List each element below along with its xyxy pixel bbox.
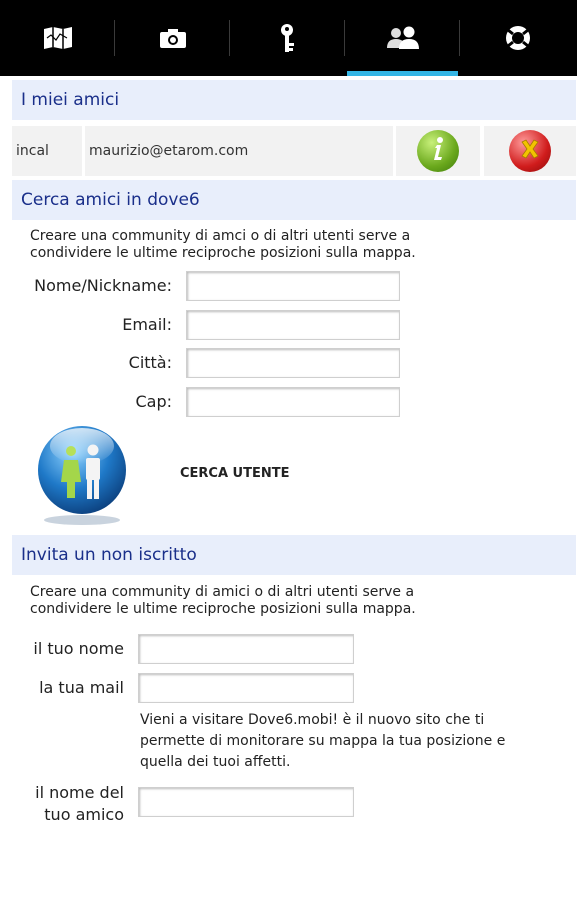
friend-email: maurizio@etarom.com: [85, 126, 393, 176]
your-mail-field[interactable]: [138, 673, 354, 703]
friends-section-header: [12, 80, 576, 120]
nickname-field[interactable]: [186, 271, 400, 301]
info-icon: [429, 136, 447, 166]
invite-description-line-2: condividere le ultime reciproche posizioni sulla mappa.: [30, 601, 416, 617]
friend-name-field[interactable]: [138, 787, 354, 817]
friend-info-button[interactable]: [417, 130, 459, 172]
search-description-line-2: condividere le ultime reciproche posizioni sulla mappa.: [30, 245, 416, 261]
your-name-field[interactable]: [138, 634, 354, 664]
nickname-label: Nome/Nickname:: [34, 276, 172, 295]
search-section-title: Cerca amici in dove6: [21, 190, 200, 210]
your-name-label: il tuo nome: [33, 639, 124, 658]
map-icon: [43, 26, 73, 50]
tab-camera[interactable]: [115, 0, 230, 76]
search-section-header: [12, 180, 576, 220]
friend-name-label-line-1: il nome del: [35, 783, 124, 802]
your-mail-label: la tua mail: [39, 678, 124, 697]
city-label: Città:: [128, 353, 172, 372]
cap-label: Cap:: [135, 392, 172, 411]
search-user-button[interactable]: CERCA UTENTE: [180, 466, 290, 481]
friend-delete-cell: [484, 126, 576, 176]
friend-info-cell: [396, 126, 480, 176]
tab-key[interactable]: [230, 0, 345, 76]
invite-message-line-3: quella dei tuoi affetti.: [140, 754, 291, 770]
friend-delete-button[interactable]: [509, 130, 551, 172]
tab-map[interactable]: [0, 0, 115, 76]
camera-icon: [159, 27, 187, 49]
friend-name-label: [12, 782, 124, 826]
city-field[interactable]: [186, 348, 400, 378]
search-user-icon-button[interactable]: [34, 424, 130, 526]
friend-name-label-line-2: tuo amico: [44, 805, 124, 824]
invite-section-title: Invita un non iscritto: [21, 545, 197, 565]
users-search-icon: [34, 511, 130, 530]
friend-name: incal: [12, 126, 82, 176]
email-field[interactable]: [186, 310, 400, 340]
invite-message: [140, 710, 560, 773]
invite-message-line-2: permette di monitorare su mappa la tua posizione e: [140, 733, 506, 749]
invite-description-line-1: Creare una community di amici o di altri utenti serve a: [30, 584, 415, 600]
search-description: [30, 228, 416, 262]
email-label: Email:: [122, 315, 172, 334]
search-description-line-1: Creare una community di amci o di altri utenti serve a: [30, 228, 411, 244]
lifebuoy-icon: [504, 24, 532, 52]
friends-icon: [386, 26, 420, 50]
tab-help[interactable]: [460, 0, 575, 76]
key-icon: [280, 23, 296, 53]
invite-description: [30, 584, 416, 618]
friends-section-title: I miei amici: [21, 90, 120, 110]
invite-message-line-1: Vieni a visitare Dove6.mobi! è il nuovo sito che ti: [140, 712, 485, 728]
tab-friends[interactable]: [345, 0, 460, 76]
invite-section-header: [12, 535, 576, 575]
cap-field[interactable]: [186, 387, 400, 417]
delete-icon: [519, 138, 541, 164]
top-tab-bar: [0, 0, 577, 76]
friend-row: [12, 126, 576, 176]
